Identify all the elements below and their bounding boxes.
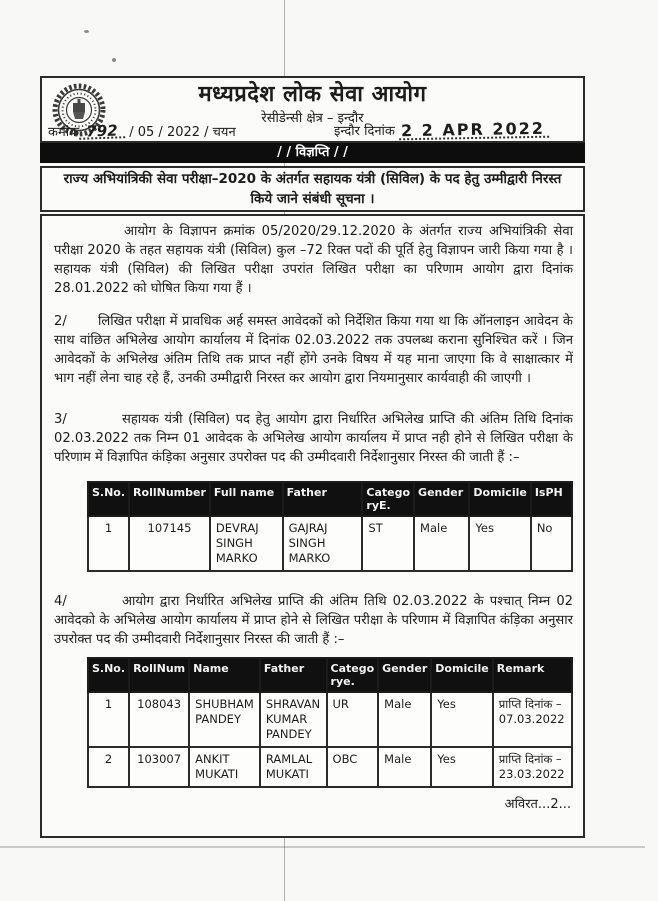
table-row <box>88 692 572 747</box>
org-subtitle: रेसीडेन्सी क्षेत्र – इन्दौर <box>261 111 364 126</box>
column-header: IsPH <box>531 482 572 516</box>
table-cell: RAMLAL MUKATI <box>260 747 327 787</box>
table-cell: 103007 <box>129 747 189 787</box>
cancelled-candidate-table-2 <box>87 657 573 788</box>
column-header: Domicile <box>469 482 530 516</box>
ref-number-handwritten: 792 <box>79 124 125 140</box>
table-cell: 1 <box>88 516 129 571</box>
paragraph-2 <box>54 312 573 388</box>
table-cell: No <box>531 516 572 571</box>
table-cell: 1 <box>88 692 129 747</box>
reference-number-line <box>48 122 236 140</box>
scan-edge-shadow <box>0 846 645 848</box>
table-cell: GAJRAJ SINGH MARKO <box>283 516 363 571</box>
column-header: RollNum <box>129 658 189 692</box>
paragraph-4-number: 4/ <box>54 594 67 609</box>
table-cell: 2 <box>88 747 129 787</box>
table-cell: UR <box>327 692 379 747</box>
ref-rest: / 05 / 2022 / चयन <box>129 125 236 140</box>
letterhead <box>40 76 585 143</box>
column-header: Domicile <box>431 658 492 692</box>
paragraph-2-number: 2/ <box>54 314 67 329</box>
place-date-line <box>333 118 549 141</box>
place-date-label: इन्दौर दिनांक <box>333 124 395 139</box>
paragraph-3 <box>54 410 573 467</box>
table-row <box>88 747 572 787</box>
paragraph-3-text: सहायक यंत्री (सिविल) पद हेतु आयोग द्वारा निर्धारित अभिलेख प्राप्ति की अंतिम तिथि दिनांक 02.03.2022 तक निम्न 01 आवेदक के अभिलेख आयोग कार्यालय में प्राप्त नही होने से लिखित परीक्षा के परिणाम में विज्ञापित कंड़िका अनुसार उपरोक्त पद की उम्मीदवारी निर्देशानुसार निरस्त की जाती हैं :– <box>54 412 573 465</box>
column-header: Catego ryE. <box>362 482 414 516</box>
subject-text: राज्य अभियांत्रिकी सेवा परीक्षा–2020 के अंतर्गत सहायक यंत्री (सिविल) के पद हेतु उम्मीद्वारी निरस्त किये जाने संबंधी सूचना । <box>63 171 562 207</box>
table-cell: 108043 <box>129 692 189 747</box>
continuation-note: अविरत...2... <box>504 797 571 812</box>
table-cell: ST <box>362 516 414 571</box>
paragraph-4 <box>54 592 573 649</box>
column-header: Full name <box>210 482 283 516</box>
table-cell: Yes <box>469 516 530 571</box>
table-cell: Yes <box>431 692 492 747</box>
ref-label: कमांक <box>48 125 80 140</box>
table-header-row <box>88 658 572 692</box>
column-header: S.No. <box>88 658 129 692</box>
column-header: Father <box>260 658 327 692</box>
table-cell: SHUBHAM PANDEY <box>189 692 260 747</box>
paragraph-1: आयोग के विज्ञापन क्रमांक 05/2020/29.12.2020 के अंतर्गत राज्य अभियांत्रिकी सेवा परीक्षा 2020 के तहत सहायक यंत्री (सिविल) कुल –72 रिक्त पदों की पूर्ति हेतु विज्ञापन जारी किया गया है । सहायक यंत्री (सिविल) की लिखित परीक्षा उपरांत लिखित परीक्षा का परिणाम आयोग द्वारा दिनांक 28.01.2022 को घोषित किया गया हैं । <box>54 224 573 296</box>
table-header-row <box>88 482 572 516</box>
column-header: Remark <box>493 658 572 692</box>
table-cell: DEVRAJ SINGH MARKO <box>210 516 283 571</box>
org-title: मध्यप्रदेश लोक सेवा आयोग <box>198 82 427 107</box>
table-cell: SHRAVAN KUMAR PANDEY <box>260 692 327 747</box>
paragraph-2-text: लिखित परीक्षा में प्रावधिक अर्ह समस्त आवेदकों को निर्देशित किया गया था कि ऑनलाइन आवेदन के साथ वांछित अभिलेख आयोग कार्यालय में दिनांक 02.03.2022 तक उपलब्ध कराना सुनिश्चित करें । जिन आवेदकों के अभिलेख अंतिम तिथि तक प्राप्त नहीं होंगे उनके विषय में यह माना जाएगा कि वे साक्षात्कार में भाग नहीं लेना चाह रहे हैं, उनकी उम्मीद्वारी निरस्त कर आयोग द्वारा नियमानुसार कार्यवाही की जाएगी । <box>54 314 573 386</box>
column-header: RollNumber <box>129 482 210 516</box>
table-cell: Yes <box>431 747 492 787</box>
paragraph-3-number: 3/ <box>54 412 67 427</box>
table-cell: Male <box>378 747 431 787</box>
table-cell: 107145 <box>129 516 210 571</box>
vigyapti-banner: / / विज्ञप्ति / / <box>40 143 585 163</box>
scan-speck <box>84 30 89 33</box>
paragraph-4-text: आयोग द्वारा निर्धारित अभिलेख प्राप्ति की अंतिम तिथि 02.03.2022 के पश्चात् निम्न 02 आवेदको के अभिलेख आयोग कार्यालय में प्राप्त होने से लिखित परीक्षा के परिणाम में विज्ञापित कंड़िका अनुसार उपरोक्त पद की उम्मीदवारी निर्देशानुसार निरस्त की जाती हैं :– <box>54 594 573 647</box>
cancelled-candidate-table-1 <box>87 481 573 572</box>
table-cell: प्राप्ति दिनांक – 23.03.2022 <box>493 747 572 787</box>
table-cell: Male <box>378 692 431 747</box>
table-row <box>88 516 572 571</box>
table-cell: प्राप्ति दिनांक – 07.03.2022 <box>493 692 572 747</box>
scan-speck <box>112 58 116 62</box>
table-cell: ANKIT MUKATI <box>189 747 260 787</box>
date-stamp: 2 2 APR 2022 <box>399 121 549 141</box>
column-header: Name <box>189 658 260 692</box>
notice-body <box>40 214 585 838</box>
column-header: Gender <box>414 482 469 516</box>
column-header: Catego rye. <box>327 658 379 692</box>
table-cell: Male <box>414 516 469 571</box>
subject-box <box>40 166 585 212</box>
table-cell: OBC <box>327 747 379 787</box>
column-header: Gender <box>378 658 431 692</box>
column-header: Father <box>283 482 363 516</box>
column-header: S.No. <box>88 482 129 516</box>
